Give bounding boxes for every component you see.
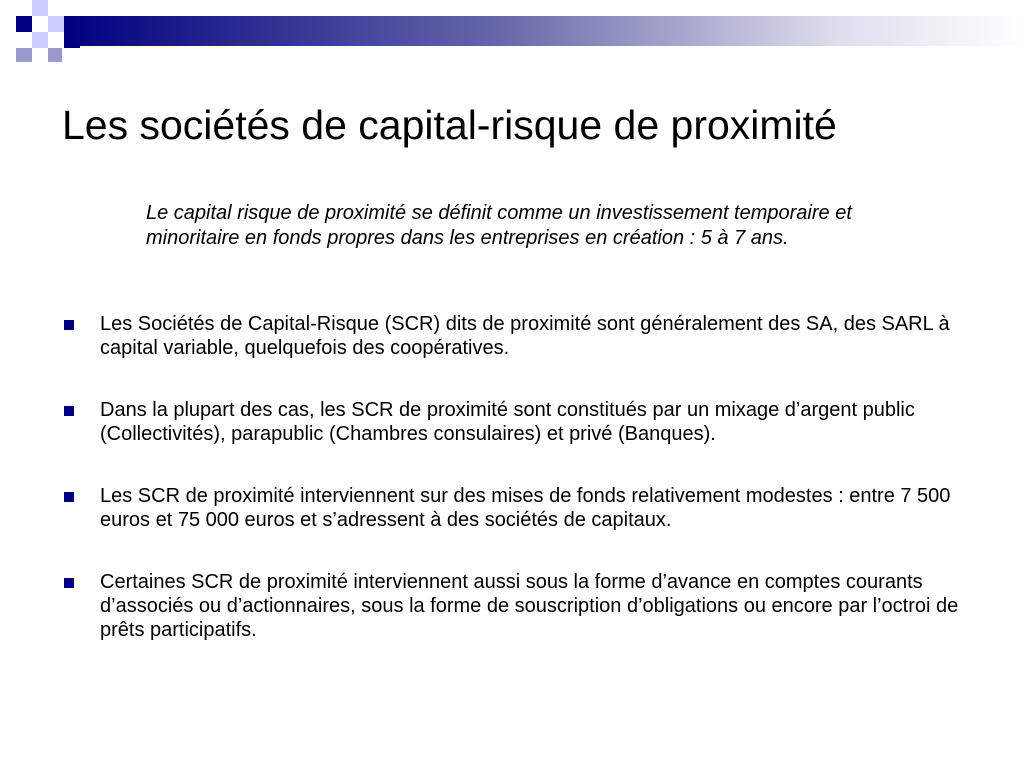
bullet-item <box>0 312 970 360</box>
bullet-text: Les SCR de proximité interviennent sur des mises de fonds relativement modestes : entre 7 500 euros et 75 000 euros et s’adressent à des sociétés de capitaux. <box>100 485 951 531</box>
bullet-list <box>0 312 1024 680</box>
intro-definition: Le capital risque de proximité se définit comme un investissement temporaire et minoritaire en fonds propres dans les entreprises en création : 5 à 7 ans. <box>146 202 852 249</box>
bullet-item <box>0 570 970 642</box>
bullet-item <box>0 484 970 532</box>
square-bullet-icon <box>64 578 74 588</box>
bullet-text: Les Sociétés de Capital-Risque (SCR) dits de proximité sont généralement des SA, des SARL à capital variable, quelquefois des coopératives. <box>100 313 950 359</box>
bullet-text: Dans la plupart des cas, les SCR de proximité sont constitués par un mixage d’argent public (Collectivités), parapublic (Chambres consulaires) et privé (Banques). <box>100 399 915 445</box>
header-gradient-bar <box>64 16 1024 46</box>
header-square-light-2 <box>48 16 64 32</box>
bullet-text: Certaines SCR de proximité interviennent aussi sous la forme d’avance en comptes courants d’associés ou d’actionnaires, sous la forme de souscription d’obligations ou encore par l’octroi de prêts participatifs. <box>100 571 959 641</box>
bullet-item <box>0 398 970 446</box>
header-square-mid-1 <box>16 48 32 62</box>
header-square-mid-2 <box>48 48 62 62</box>
square-bullet-icon <box>64 320 74 330</box>
header-square-light-1 <box>32 0 48 16</box>
header-square-light-3 <box>32 32 48 48</box>
square-bullet-icon <box>64 492 74 502</box>
header-square-dark-1 <box>16 16 32 32</box>
slide-title: Les sociétés de capital-risque de proximité <box>62 102 837 148</box>
square-bullet-icon <box>64 406 74 416</box>
